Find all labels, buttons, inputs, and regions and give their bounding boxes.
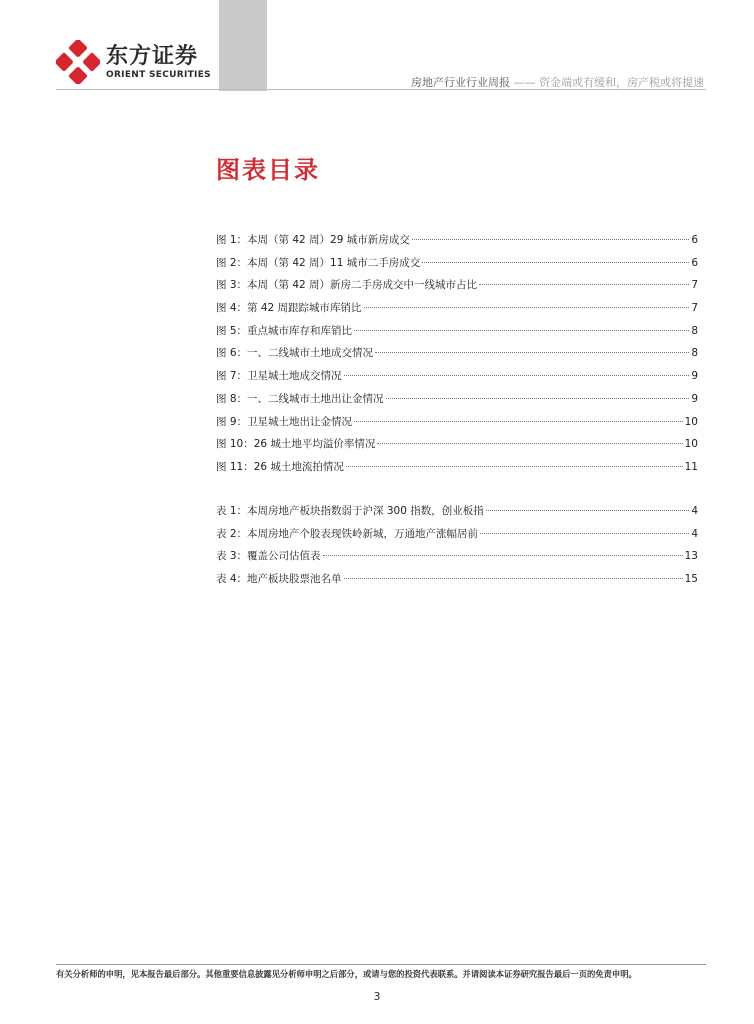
toc-leader-dots: [386, 398, 690, 399]
toc-entry-label: 图 8：一、二线城市土地出让金情况: [216, 392, 384, 405]
toc-leader-dots: [354, 330, 689, 331]
toc-entry-label: 图 1：本周（第 42 周）29 城市新房成交: [216, 234, 410, 246]
toc-leader-dots: [344, 578, 683, 579]
toc-entry[interactable]: [216, 345, 698, 368]
toc-leader-dots: [377, 443, 682, 444]
footer-disclaimer: 有关分析师的申明，见本报告最后部分。其他重要信息披露见分析师申明之后部分，或请与您的投资代表联系。并请阅读本证券研究报告最后一页的免责申明。: [56, 969, 637, 979]
toc-leader-dots: [479, 284, 689, 285]
header-divider: [56, 89, 706, 90]
toc-entry-page: 7: [691, 302, 698, 315]
report-title: 资金端或有缓和，房产税或将提速: [539, 76, 704, 89]
toc-entry[interactable]: [216, 503, 698, 526]
toc-entry[interactable]: [216, 571, 698, 594]
table-list: [216, 503, 698, 594]
toc-entry[interactable]: [216, 548, 698, 571]
toc-entry[interactable]: [216, 436, 698, 459]
toc-entry[interactable]: [216, 459, 698, 482]
figure-list: [216, 232, 698, 482]
toc-entry-label: 表 2：本周房地产个股表现铁岭新城，万通地产涨幅居前: [216, 527, 479, 540]
toc-leader-dots: [323, 555, 683, 556]
toc-entry-label: 表 3：覆盖公司估值表: [216, 550, 321, 563]
toc-entry-page: 10: [684, 415, 698, 428]
toc-entry-label: 图 4：第 42 周跟踪城市库销比: [216, 302, 362, 315]
toc-entry-page: 9: [691, 392, 698, 405]
toc-entry-page: 9: [691, 370, 698, 383]
footer-divider: [56, 964, 706, 965]
page-number: 3: [373, 990, 381, 1003]
toc-entry-page: 8: [691, 324, 698, 337]
toc-leader-dots: [422, 262, 689, 263]
toc-entry-label: 图 9：卫星城土地出让金情况: [216, 415, 353, 428]
toc-entry[interactable]: [216, 526, 698, 549]
toc-entry-label: 图 5：重点城市库存和库销比: [216, 324, 353, 337]
toc-leader-dots: [346, 466, 683, 467]
toc-entry[interactable]: [216, 414, 698, 437]
logo-chinese-name: 东方证券: [106, 43, 199, 69]
toc-entry-label: 图 2：本周（第 42 周）11 城市二手房成交: [216, 256, 421, 269]
toc-leader-dots: [364, 307, 690, 308]
toc-entry-page: 6: [691, 256, 698, 269]
toc-entry[interactable]: [216, 232, 698, 255]
toc-leader-dots: [412, 239, 690, 240]
toc-entry[interactable]: [216, 277, 698, 300]
toc-entry-label: 表 4：地产板块股票池名单: [216, 573, 342, 586]
toc-entry-page: 13: [684, 550, 698, 563]
toc-entry-label: 表 1：本周房地产板块指数弱于沪深 300 指数，创业板指: [216, 505, 484, 517]
toc-entry-page: 7: [691, 279, 698, 292]
toc-entry[interactable]: [216, 300, 698, 323]
toc-title: 图表目录: [216, 156, 320, 184]
toc-entry-page: 10: [684, 438, 698, 451]
toc-leader-dots: [375, 352, 689, 353]
toc-entry-page: 4: [691, 527, 698, 540]
toc-leader-dots: [480, 533, 689, 534]
header-gray-block: [219, 0, 267, 91]
toc-entry-page: 15: [684, 573, 698, 586]
toc-entry-label: 图 7：卫星城土地成交情况: [216, 370, 342, 383]
toc-leader-dots: [354, 421, 683, 422]
header-separator: ——: [513, 76, 536, 89]
toc-entry-label: 图 6：一、二线城市土地成交情况: [216, 347, 374, 360]
toc-entry-page: 11: [684, 460, 698, 473]
toc-entry[interactable]: [216, 323, 698, 346]
toc-entry[interactable]: [216, 255, 698, 278]
toc-entry-label: 图 10：26 城土地平均溢价率情况: [216, 438, 376, 451]
logo-english-name: ORIENT SECURITIES: [106, 69, 211, 80]
toc-entry-page: 4: [691, 505, 698, 517]
toc-entry-label: 图 3：本周（第 42 周）新房二手房成交中一线城市占比: [216, 279, 478, 292]
toc-entry-label: 图 11：26 城土地流拍情况: [216, 460, 344, 473]
toc-entry[interactable]: [216, 391, 698, 414]
company-logo: [56, 40, 211, 84]
toc-leader-dots: [486, 510, 690, 511]
report-type: 房地产行业行业周报: [411, 76, 510, 89]
report-header: [411, 74, 704, 90]
toc-leader-dots: [344, 375, 690, 376]
toc-entry-page: 8: [691, 347, 698, 360]
toc-entry-page: 6: [691, 234, 698, 246]
orient-logo-icon: [56, 40, 100, 84]
toc-entry[interactable]: [216, 368, 698, 391]
